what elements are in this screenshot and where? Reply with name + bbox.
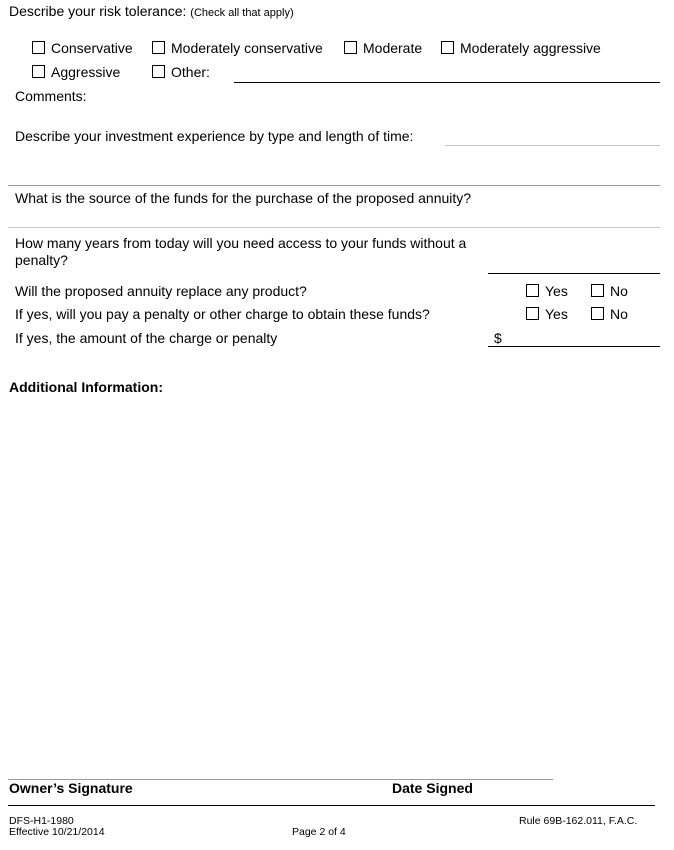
- penalty-yes-label: Yes: [545, 306, 568, 322]
- risk-tolerance-label: Describe your risk tolerance:: [9, 3, 187, 19]
- date-signed-label: Date Signed: [392, 780, 473, 796]
- penalty-question: If yes, will you pay a penalty or other charge to obtain these funds?: [15, 306, 430, 322]
- aggressive-label: Aggressive: [51, 64, 121, 80]
- moderately-aggressive-checkbox[interactable]: [441, 41, 454, 54]
- aggressive-checkbox[interactable]: [32, 65, 45, 78]
- other-checkbox[interactable]: [152, 65, 165, 78]
- risk-tolerance-hint: (Check all that apply): [190, 7, 294, 19]
- replace-no-label: No: [610, 283, 628, 299]
- effective-date: Effective 10/21/2014: [9, 826, 105, 838]
- penalty-yes-checkbox[interactable]: [526, 307, 539, 320]
- conservative-checkbox[interactable]: [32, 41, 45, 54]
- access-question: [15, 235, 466, 269]
- moderately-aggressive-label: Moderately aggressive: [460, 40, 601, 56]
- additional-information-heading: Additional Information:: [9, 379, 163, 395]
- additional-information-area[interactable]: [9, 400, 659, 770]
- replace-yes-label: Yes: [545, 283, 568, 299]
- access-question-line2: penalty?: [15, 252, 68, 268]
- access-years-input-line[interactable]: [488, 273, 660, 274]
- experience-label: Describe your investment experience by type and length of time:: [15, 128, 414, 144]
- funds-source-label: What is the source of the funds for the purchase of the proposed annuity?: [15, 190, 472, 206]
- risk-tolerance-question: [9, 3, 294, 19]
- form-id: DFS-H1-1980: [9, 815, 74, 827]
- experience-divider: [8, 185, 660, 186]
- other-label: Other:: [171, 64, 210, 80]
- page-number: Page 2 of 4: [292, 826, 346, 838]
- other-input-line[interactable]: [234, 82, 660, 83]
- owner-signature-label: Owner’s Signature: [9, 780, 133, 796]
- currency-symbol: $: [494, 330, 502, 346]
- comments-label: Comments:: [15, 88, 87, 104]
- funds-source-divider: [8, 227, 660, 228]
- rule-reference: Rule 69B-162.011, F.A.C.: [519, 815, 638, 827]
- moderately-conservative-checkbox[interactable]: [152, 41, 165, 54]
- conservative-label: Conservative: [51, 40, 133, 56]
- replace-no-checkbox[interactable]: [591, 284, 604, 297]
- access-question-line1: How many years from today will you need access to your funds without a: [15, 235, 467, 251]
- footer-divider: [8, 805, 655, 806]
- replace-yes-checkbox[interactable]: [526, 284, 539, 297]
- moderate-checkbox[interactable]: [344, 41, 357, 54]
- moderately-conservative-label: Moderately conservative: [171, 40, 323, 56]
- charge-amount-input-line[interactable]: [488, 346, 660, 347]
- charge-label: If yes, the amount of the charge or penalty: [15, 330, 278, 346]
- penalty-no-label: No: [610, 306, 628, 322]
- moderate-label: Moderate: [363, 40, 423, 56]
- experience-input-line[interactable]: [445, 145, 660, 146]
- replace-question: Will the proposed annuity replace any product?: [15, 283, 307, 299]
- penalty-no-checkbox[interactable]: [591, 307, 604, 320]
